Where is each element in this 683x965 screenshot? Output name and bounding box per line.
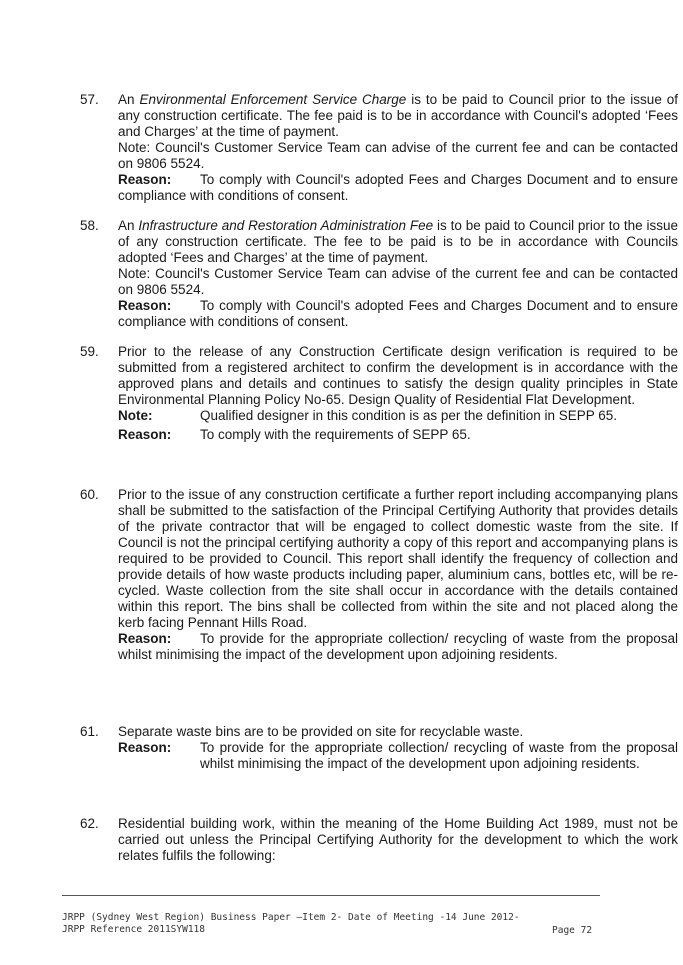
condition-body: [118, 218, 678, 330]
condition-number: 58.: [80, 218, 99, 233]
condition-note: Note: Council's Customer Service Team can advise of the current fee and can be contacted on 9806 5524.: [118, 266, 678, 297]
condition-note: [118, 408, 678, 424]
footer-reference-line: JRPP Reference 2011SYW118: [62, 924, 205, 935]
condition-number: 59.: [80, 344, 99, 359]
reason-text: To provide for the appropriate collection/ recycling of waste from the proposal whilst minimising the impact of the development upon adjoining residents.: [200, 740, 678, 771]
condition-text: [118, 218, 678, 266]
text-run: is to be paid to Council prior to the issue of any construction certificate. The fee to be paid is to be in accordance with Councils adopted ‘Fees and Charges’ at the time of payment.: [118, 218, 679, 265]
condition-reason: [118, 740, 678, 772]
reason-label: Reason:: [118, 631, 172, 646]
condition-number: 62.: [80, 816, 99, 831]
condition-body: [118, 487, 678, 663]
condition-body: [118, 816, 678, 864]
condition-number: 60.: [80, 487, 99, 502]
condition-note: Note: Council's Customer Service Team can advise of the current fee and can be contacted on 9806 5524.: [118, 140, 678, 171]
text-run: An: [118, 218, 139, 233]
condition-number: 57.: [80, 92, 99, 107]
condition-text: Prior to the release of any Construction Certificate design verification is required to be submitted from a registered architect to confirm the development is in accordance with the approved plans and details and continues to satisfy the design quality principles in State Environmental Planning Policy No-65. Design Quality of Residential Flat Development.: [118, 344, 678, 407]
reason-text: To comply with Council's adopted Fees and Charges Document and to ensure compliance with conditions of consent.: [118, 298, 678, 329]
condition-number: 61.: [80, 724, 99, 739]
condition-reason: [118, 427, 678, 443]
text-run: An: [118, 92, 140, 107]
condition-reason: [118, 298, 678, 330]
condition-reason: [118, 631, 678, 663]
reason-text: To comply with the requirements of SEPP 65.: [200, 427, 471, 442]
reason-label: Reason:: [118, 298, 172, 313]
fee-name: Environmental Enforcement Service Charge: [139, 92, 407, 107]
condition-text: [118, 92, 678, 140]
note-text: Qualified designer in this condition is as per the definition in SEPP 65.: [200, 408, 618, 423]
fee-name: Infrastructure and Restoration Administration Fee: [138, 218, 434, 233]
condition-text: Prior to the issue of any construction certificate a further report including accompanying plans shall be submitted to the satisfaction of the Principal Certifying Authority that provides details of the private contractor that will be engaged to collect domestic waste from the site. If Council is not the principal certifying authority a copy of this report and accompanying plans is required to be provided to Council. This report shall identify the frequency of collection and provide details of how waste products including paper, aluminium cans, bottles etc, will be re-cycled. Waste collection from the site shall occur in accordance with the details contained within this report. The bins shall be collected from within the site and not placed along the kerb facing Pennant Hills Road.: [118, 487, 678, 630]
condition-text: Residential building work, within the meaning of the Home Building Act 1989, must not be carried out unless the Principal Certifying Authority for the development to which the work relates fulfils the following:: [118, 816, 678, 863]
condition-body: [118, 92, 678, 204]
text-run: is to be paid to Council prior to the issue of any construction certificate. The fee paid is to be in accordance with Council's adopted ‘Fees and Charges’ at the time of payment.: [118, 92, 678, 139]
reason-text: To comply with Council's adopted Fees and Charges Document and to ensure compliance with conditions of consent.: [118, 172, 678, 203]
footer-meeting-line: JRPP (Sydney West Region) Business Paper –Item 2- Date of Meeting -14 June 2012-: [62, 912, 520, 923]
condition-body: [118, 344, 678, 443]
note-label: Note:: [118, 408, 153, 423]
condition-body: [118, 724, 678, 772]
reason-label: Reason:: [118, 740, 172, 755]
reason-label: Reason:: [118, 427, 172, 442]
page-number: Page 72: [552, 925, 593, 936]
condition-reason: [118, 172, 678, 204]
footer-divider: [62, 895, 600, 896]
reason-label: Reason:: [118, 172, 172, 187]
reason-text: To provide for the appropriate collection/ recycling of waste from the proposal whilst minimising the impact of the development upon adjoining residents.: [118, 631, 678, 662]
condition-text: Separate waste bins are to be provided on site for recyclable waste.: [118, 724, 524, 739]
